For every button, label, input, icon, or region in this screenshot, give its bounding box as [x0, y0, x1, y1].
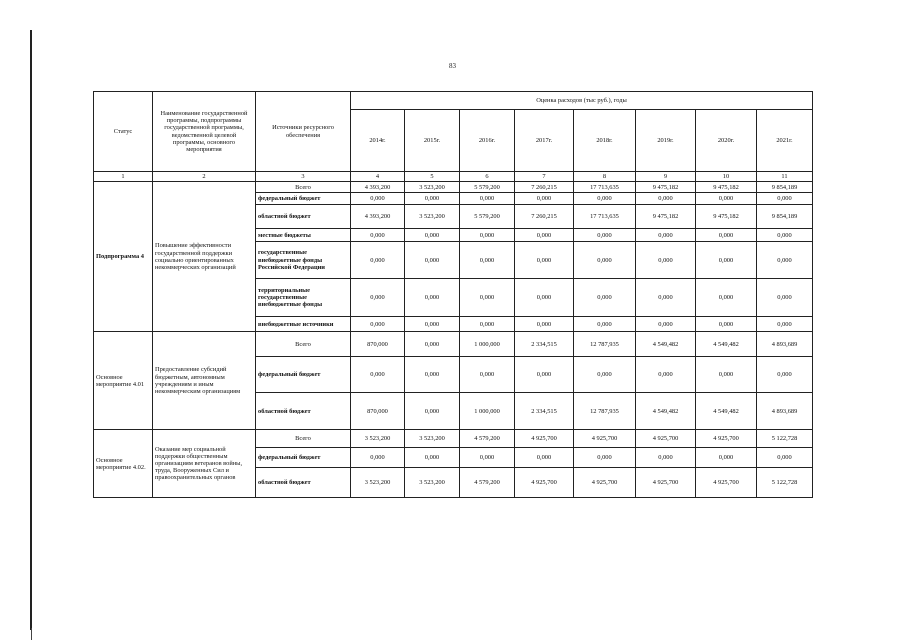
year-header-8: 2021г. [757, 110, 813, 172]
value-cell: 0,000 [757, 279, 813, 317]
funding-source: Всего [256, 332, 351, 357]
value-cell: 870,000 [351, 332, 405, 357]
value-cell: 0,000 [757, 193, 813, 205]
value-cell: 0,000 [351, 448, 405, 468]
year-header-3: 2016г. [460, 110, 515, 172]
value-cell: 0,000 [460, 229, 515, 242]
value-cell: 7 260,215 [515, 205, 574, 229]
row-name: Повышение эффективности государственной поддержки социально ориентированных некоммерческих организаций [153, 182, 256, 332]
value-cell: 5 122,728 [757, 430, 813, 448]
funding-source: федеральный бюджет [256, 193, 351, 205]
value-cell: 0,000 [405, 317, 460, 332]
value-cell: 0,000 [696, 193, 757, 205]
column-number-10: 10 [696, 172, 757, 182]
value-cell: 4 925,700 [636, 430, 696, 448]
value-cell: 0,000 [351, 317, 405, 332]
value-cell: 3 523,200 [405, 430, 460, 448]
column-number-8: 8 [574, 172, 636, 182]
column-number-4: 4 [351, 172, 405, 182]
value-cell: 2 334,515 [515, 393, 574, 430]
value-cell: 0,000 [405, 279, 460, 317]
value-cell: 9 475,182 [696, 205, 757, 229]
value-cell: 0,000 [405, 448, 460, 468]
value-cell: 3 523,200 [405, 205, 460, 229]
page-number: 83 [449, 62, 456, 70]
column-number-1: 1 [94, 172, 153, 182]
header-sources: Источники ресурсного обеспечения [256, 92, 351, 172]
value-cell: 0,000 [515, 448, 574, 468]
value-cell: 4 579,200 [460, 468, 515, 498]
value-cell: 0,000 [696, 279, 757, 317]
value-cell: 0,000 [515, 279, 574, 317]
value-cell: 0,000 [351, 242, 405, 279]
value-cell: 5 122,728 [757, 468, 813, 498]
column-number-2: 2 [153, 172, 256, 182]
value-cell: 4 925,700 [515, 430, 574, 448]
value-cell: 3 523,200 [351, 468, 405, 498]
value-cell: 0,000 [405, 242, 460, 279]
value-cell: 9 475,182 [696, 182, 757, 193]
value-cell: 0,000 [757, 229, 813, 242]
value-cell: 2 334,515 [515, 332, 574, 357]
column-number-5: 5 [405, 172, 460, 182]
table-row [94, 182, 813, 193]
value-cell: 870,000 [351, 393, 405, 430]
value-cell: 0,000 [515, 317, 574, 332]
value-cell: 0,000 [351, 357, 405, 393]
table-row [94, 332, 813, 357]
value-cell: 0,000 [574, 448, 636, 468]
value-cell: 4 549,482 [696, 393, 757, 430]
value-cell: 4 925,700 [696, 468, 757, 498]
value-cell: 17 713,635 [574, 205, 636, 229]
value-cell: 4 925,700 [696, 430, 757, 448]
value-cell: 0,000 [460, 317, 515, 332]
value-cell: 4 549,482 [696, 332, 757, 357]
column-number-6: 6 [460, 172, 515, 182]
value-cell: 9 854,189 [757, 205, 813, 229]
column-number-11: 11 [757, 172, 813, 182]
row-name: Предоставление субсидий бюджетным, автономным учреждениям и иным некоммерческим организациям [153, 332, 256, 430]
value-cell: 12 787,935 [574, 332, 636, 357]
value-cell: 0,000 [515, 357, 574, 393]
funding-source: местные бюджеты [256, 229, 351, 242]
row-status: Подпрограмма 4 [94, 182, 153, 332]
row-status: Основное мероприятие 4.01 [94, 332, 153, 430]
budget-table [93, 91, 813, 498]
column-number-9: 9 [636, 172, 696, 182]
value-cell: 0,000 [460, 193, 515, 205]
value-cell: 4 893,689 [757, 393, 813, 430]
year-header-7: 2020г. [696, 110, 757, 172]
value-cell: 0,000 [574, 279, 636, 317]
value-cell: 9 475,182 [636, 182, 696, 193]
value-cell: 0,000 [574, 193, 636, 205]
value-cell: 3 523,200 [405, 182, 460, 193]
funding-source: государственные внебюджетные фонды Российской Федерации [256, 242, 351, 279]
value-cell: 4 925,700 [636, 468, 696, 498]
row-name: Оказание мер социальной поддержки общественным организациям ветеранов войны, труда, Вооруженных Сил и правоохранительных органов [153, 430, 256, 498]
funding-source: внебюджетные источники [256, 317, 351, 332]
value-cell: 4 925,700 [515, 468, 574, 498]
value-cell: 0,000 [696, 229, 757, 242]
value-cell: 0,000 [636, 193, 696, 205]
value-cell: 3 523,200 [351, 430, 405, 448]
value-cell: 0,000 [696, 242, 757, 279]
value-cell: 0,000 [757, 448, 813, 468]
value-cell: 0,000 [696, 357, 757, 393]
value-cell: 9 854,189 [757, 182, 813, 193]
value-cell: 0,000 [574, 317, 636, 332]
value-cell: 7 260,215 [515, 182, 574, 193]
value-cell: 4 393,200 [351, 205, 405, 229]
year-header-2: 2015г. [405, 110, 460, 172]
value-cell: 0,000 [515, 193, 574, 205]
row-status: Основное мероприятие 4.02. [94, 430, 153, 498]
funding-source: областной бюджет [256, 468, 351, 498]
value-cell: 4 393,200 [351, 182, 405, 193]
funding-source: федеральный бюджет [256, 357, 351, 393]
value-cell: 0,000 [405, 393, 460, 430]
value-cell: 4 893,689 [757, 332, 813, 357]
value-cell: 5 579,200 [460, 205, 515, 229]
value-cell: 0,000 [636, 242, 696, 279]
scan-binding-edge [30, 30, 32, 630]
funding-source: областной бюджет [256, 205, 351, 229]
value-cell: 4 549,482 [636, 393, 696, 430]
value-cell: 0,000 [574, 357, 636, 393]
value-cell: 0,000 [405, 193, 460, 205]
value-cell: 1 000,000 [460, 332, 515, 357]
value-cell: 0,000 [636, 357, 696, 393]
value-cell: 3 523,200 [405, 468, 460, 498]
value-cell: 0,000 [515, 242, 574, 279]
header-name: Наименование государственной программы, подпрограммы государственной программы, ведомственной целевой программы, основного мероприятия [153, 92, 256, 172]
value-cell: 0,000 [460, 242, 515, 279]
value-cell: 0,000 [757, 317, 813, 332]
column-number-7: 7 [515, 172, 574, 182]
value-cell: 0,000 [696, 448, 757, 468]
value-cell: 4 925,700 [574, 468, 636, 498]
value-cell: 0,000 [636, 448, 696, 468]
funding-source: областной бюджет [256, 393, 351, 430]
value-cell: 4 579,200 [460, 430, 515, 448]
value-cell: 0,000 [636, 229, 696, 242]
funding-source: федеральный бюджет [256, 448, 351, 468]
value-cell: 0,000 [460, 279, 515, 317]
value-cell: 0,000 [636, 317, 696, 332]
value-cell: 9 475,182 [636, 205, 696, 229]
value-cell: 1 000,000 [460, 393, 515, 430]
year-header-1: 2014г. [351, 110, 405, 172]
value-cell: 0,000 [351, 279, 405, 317]
value-cell: 0,000 [515, 229, 574, 242]
value-cell: 0,000 [757, 242, 813, 279]
value-cell: 0,000 [405, 229, 460, 242]
value-cell: 0,000 [636, 279, 696, 317]
year-header-6: 2019г. [636, 110, 696, 172]
value-cell: 12 787,935 [574, 393, 636, 430]
value-cell: 17 713,635 [574, 182, 636, 193]
value-cell: 0,000 [574, 242, 636, 279]
value-cell: 0,000 [351, 229, 405, 242]
value-cell: 0,000 [574, 229, 636, 242]
header-status: Статус [94, 92, 153, 172]
value-cell: 5 579,200 [460, 182, 515, 193]
funding-source: территориальные государственные внебюджетные фонды [256, 279, 351, 317]
value-cell: 0,000 [696, 317, 757, 332]
table-row [94, 430, 813, 448]
funding-source: Всего [256, 430, 351, 448]
funding-source: Всего [256, 182, 351, 193]
scan-binding-edge-lower [31, 628, 32, 640]
year-header-4: 2017г. [515, 110, 574, 172]
value-cell: 0,000 [460, 357, 515, 393]
value-cell: 4 925,700 [574, 430, 636, 448]
column-number-3: 3 [256, 172, 351, 182]
value-cell: 0,000 [757, 357, 813, 393]
value-cell: 0,000 [351, 193, 405, 205]
value-cell: 0,000 [405, 332, 460, 357]
value-cell: 0,000 [460, 448, 515, 468]
value-cell: 0,000 [405, 357, 460, 393]
header-estimate: Оценка расходов (тыс руб.), годы [351, 92, 813, 110]
year-header-5: 2018г. [574, 110, 636, 172]
value-cell: 4 549,482 [636, 332, 696, 357]
